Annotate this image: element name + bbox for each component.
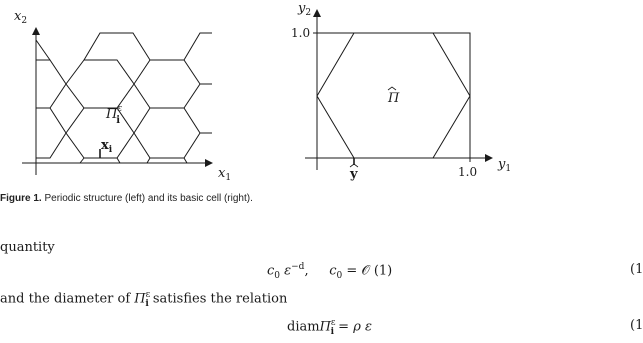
left-panel — [22, 28, 212, 175]
right-point-label: y — [350, 167, 358, 182]
equation-1: $c_0$ $\varepsilon^{-d}$, $c_0$ = 𝒪 (1) — [267, 262, 393, 281]
right-y-label: $y_2$ — [298, 1, 312, 18]
right-x-label: $y_1$ — [498, 157, 512, 174]
body-line-1: quantity — [0, 240, 55, 255]
right-cell-hat — [388, 87, 396, 90]
left-x-label: $x_1$ — [218, 166, 232, 183]
caption-label: Figure 1. — [0, 193, 42, 204]
caption-text: Periodic structure (left) and its basic cell (right). — [41, 193, 253, 204]
body-line-2: and the diameter of $\Pi^\varepsilon_i$ satisfies the relation — [0, 290, 288, 309]
left-point-label: $x_i$ — [101, 138, 113, 155]
left-cell-label: $\Pi^\varepsilon$ i — [106, 104, 123, 126]
right-y-tick-label: 1.0 — [291, 26, 311, 40]
right-cell-label: Π — [388, 91, 400, 106]
equation-2-number: (1 — [630, 318, 643, 333]
left-y-label: $x_2$ — [14, 9, 28, 26]
figure-caption — [0, 193, 253, 204]
honeycomb-pattern — [36, 33, 212, 163]
right-panel — [305, 10, 492, 170]
equation-1-number: (1 — [630, 262, 643, 277]
equation-2: diamΠ$^\varepsilon_i$ = ρ ε — [287, 318, 372, 337]
right-x-tick-label: 1.0 — [458, 165, 478, 179]
